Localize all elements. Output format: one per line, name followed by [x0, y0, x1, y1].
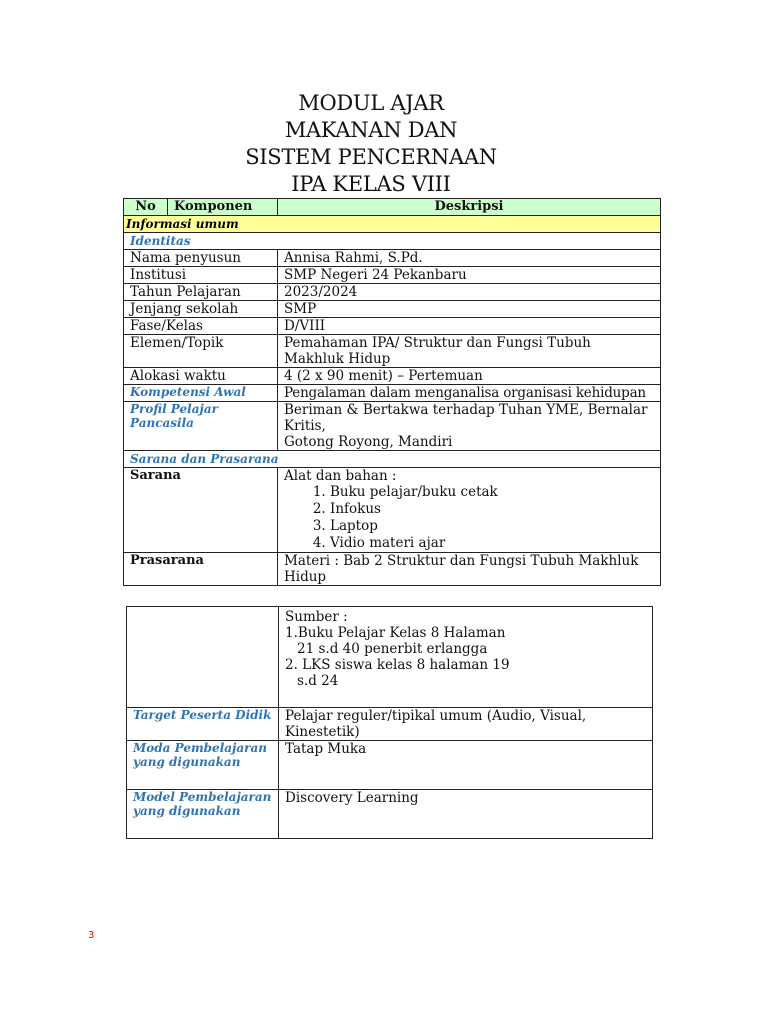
sarana-intro: Alat dan bahan :	[284, 468, 397, 484]
page-number: 3	[88, 930, 95, 941]
sarana-prasarana-label: Sarana dan Prasarana	[124, 451, 661, 468]
header-row	[124, 199, 661, 216]
list-item: 3. Laptop	[330, 518, 654, 535]
table-row	[124, 368, 661, 385]
title-line: IPA KELAS VIII	[291, 172, 451, 196]
row-value: 2023/2024	[278, 284, 661, 301]
title-line: SISTEM PENCERNAAN	[245, 145, 497, 169]
sumber-intro: Sumber :	[285, 609, 348, 625]
prasarana-row	[124, 553, 661, 586]
sumber-empty-cell	[127, 607, 279, 708]
target-value: Pelajar reguler/tipikal umum (Audio, Visual, Kinestetik)	[279, 708, 653, 741]
row-label: Elemen/Topik	[124, 335, 278, 368]
prasarana-label: Prasarana	[124, 553, 278, 586]
document-title	[0, 90, 742, 198]
sarana-row	[124, 468, 661, 553]
sumber-item: 1.Buku Pelajar Kelas 8 Halaman	[285, 625, 506, 641]
sumber-item: 21 s.d 40 penerbit erlangga	[297, 641, 488, 657]
sumber-item: 2. LKS siswa kelas 8 halaman 19	[285, 657, 510, 673]
sumber-value	[279, 607, 653, 708]
sarana-value	[278, 468, 661, 553]
row-value: SMP	[278, 301, 661, 318]
sumber-item: s.d 24	[297, 673, 339, 689]
table-row	[124, 284, 661, 301]
row-value: SMP Negeri 24 Pekanbaru	[278, 267, 661, 284]
list-item: 4. Vidio materi ajar	[330, 535, 654, 552]
header-komponen: Komponen	[168, 199, 278, 216]
target-label: Target Peserta Didik	[127, 708, 279, 741]
moda-value: Tatap Muka	[279, 741, 653, 790]
profil-value	[278, 402, 661, 451]
row-value: Pemahaman IPA/ Struktur dan Fungsi Tubuh Makhluk Hidup	[278, 335, 661, 368]
profil-row	[124, 402, 661, 451]
sarana-prasarana-row	[124, 451, 661, 468]
row-label: Jenjang sekolah	[124, 301, 278, 318]
table-row	[124, 318, 661, 335]
header-no: No	[124, 199, 168, 216]
header-deskripsi: Deskripsi	[278, 199, 661, 216]
row-label: Alokasi waktu	[124, 368, 278, 385]
row-label: Tahun Pelajaran	[124, 284, 278, 301]
model-label: Model Pembelajaran yang digunakan	[127, 790, 279, 839]
info-umum-row	[124, 216, 661, 233]
prasarana-value: Materi : Bab 2 Struktur dan Fungsi Tubuh Makhluk Hidup	[278, 553, 661, 586]
title-line: MAKANAN DAN	[284, 118, 458, 142]
row-value: D/VIII	[278, 318, 661, 335]
kompetensi-value: Pengalaman dalam menganalisa organisasi kehidupan	[278, 385, 661, 402]
sarana-label: Sarana	[124, 468, 278, 553]
info-table	[123, 198, 661, 586]
kompetensi-row	[124, 385, 661, 402]
sarana-list	[284, 484, 654, 552]
row-label: Nama penyusun	[124, 250, 278, 267]
moda-label: Moda Pembelajaran yang digunakan	[127, 741, 279, 790]
continuation-table	[126, 606, 653, 839]
profil-label: Profil Pelajar Pancasila	[124, 402, 278, 451]
profil-value-line: Beriman & Bertakwa terhadap Tuhan YME, Bernalar Kritis,	[284, 402, 648, 434]
kompetensi-label: Kompetensi Awal	[124, 385, 278, 402]
info-umum-label: Informasi umum	[124, 216, 661, 233]
row-value: 4 (2 x 90 menit) – Pertemuan	[278, 368, 661, 385]
table-row	[124, 335, 661, 368]
row-label: Fase/Kelas	[124, 318, 278, 335]
sumber-row	[127, 607, 653, 708]
identitas-label: Identitas	[124, 233, 661, 250]
title-line: MODUL AJAR	[298, 91, 444, 115]
list-item: 2. Infokus	[330, 501, 654, 518]
row-label: Institusi	[124, 267, 278, 284]
model-row	[127, 790, 653, 839]
row-value: Annisa Rahmi, S.Pd.	[278, 250, 661, 267]
target-row	[127, 708, 653, 741]
table-row	[124, 267, 661, 284]
model-value: Discovery Learning	[279, 790, 653, 839]
list-item: 1. Buku pelajar/buku cetak	[330, 484, 654, 501]
moda-row	[127, 741, 653, 790]
table-row	[124, 250, 661, 267]
table-row	[124, 301, 661, 318]
identitas-row	[124, 233, 661, 250]
profil-value-line: Gotong Royong, Mandiri	[284, 434, 453, 450]
